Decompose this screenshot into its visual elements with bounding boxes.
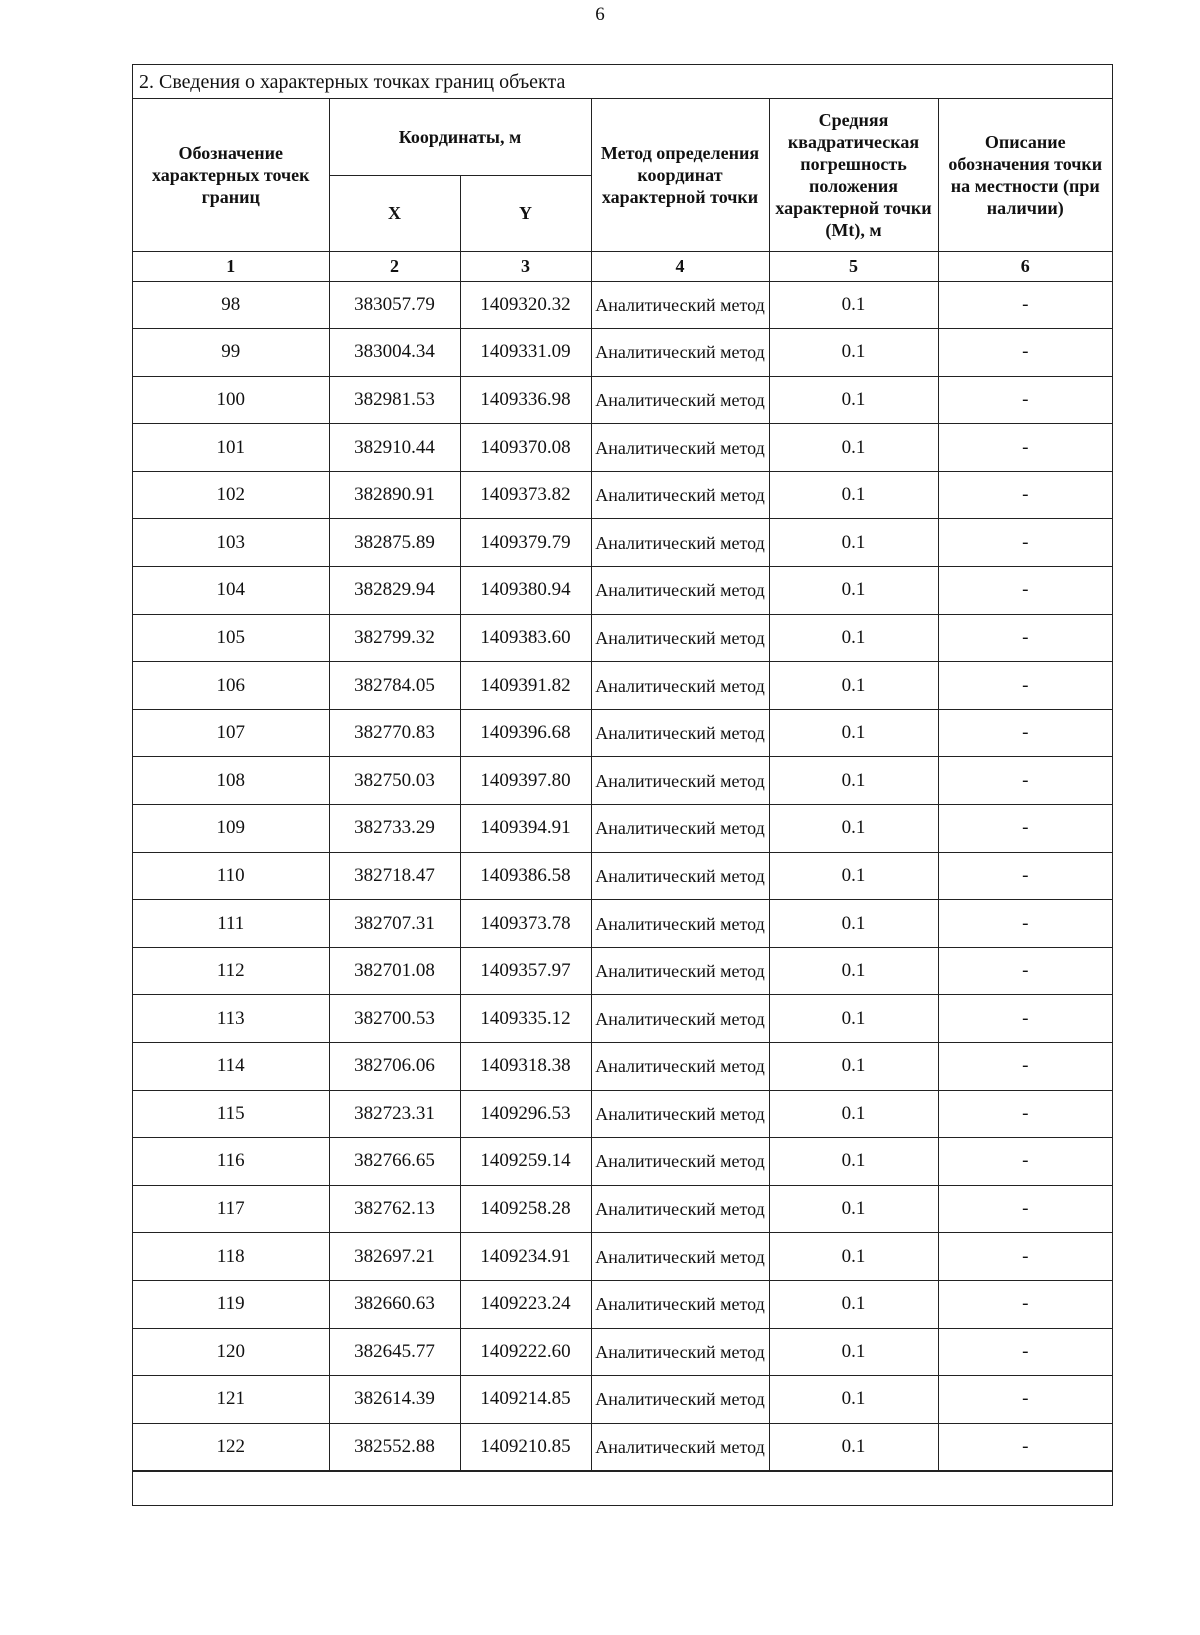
point-id-cell: 117 xyxy=(133,1185,329,1233)
mean-error-cell: 0.1 xyxy=(769,471,938,519)
column-number: 5 xyxy=(769,251,938,281)
y-coordinate-cell: 1409331.09 xyxy=(460,329,591,377)
method-cell: Аналитический метод xyxy=(591,614,769,662)
description-cell: - xyxy=(938,1423,1112,1471)
table-row xyxy=(133,709,1112,757)
description-cell: - xyxy=(938,1280,1112,1328)
description-cell: - xyxy=(938,1233,1112,1281)
method-cell: Аналитический метод xyxy=(591,281,769,329)
mean-error-cell: 0.1 xyxy=(769,1185,938,1233)
x-coordinate-cell: 383057.79 xyxy=(329,281,460,329)
x-coordinate-cell: 382701.08 xyxy=(329,947,460,995)
method-cell: Аналитический метод xyxy=(591,709,769,757)
description-cell: - xyxy=(938,614,1112,662)
x-coordinate-cell: 382660.63 xyxy=(329,1280,460,1328)
table-row xyxy=(133,471,1112,519)
mean-error-cell: 0.1 xyxy=(769,995,938,1043)
description-cell: - xyxy=(938,281,1112,329)
x-coordinate-cell: 382750.03 xyxy=(329,757,460,805)
point-id-cell: 100 xyxy=(133,376,329,424)
header-description: Описание обозначения точки на местности (при наличии) xyxy=(938,99,1112,251)
description-cell: - xyxy=(938,995,1112,1043)
mean-error-cell: 0.1 xyxy=(769,614,938,662)
method-cell: Аналитический метод xyxy=(591,519,769,567)
mean-error-cell: 0.1 xyxy=(769,1328,938,1376)
point-id-cell: 115 xyxy=(133,1090,329,1138)
point-id-cell: 109 xyxy=(133,805,329,853)
description-cell: - xyxy=(938,376,1112,424)
point-id-cell: 106 xyxy=(133,662,329,710)
point-id-cell: 105 xyxy=(133,614,329,662)
x-coordinate-cell: 382723.31 xyxy=(329,1090,460,1138)
x-coordinate-cell: 382645.77 xyxy=(329,1328,460,1376)
method-cell: Аналитический метод xyxy=(591,1280,769,1328)
point-id-cell: 101 xyxy=(133,424,329,472)
table-row xyxy=(133,1233,1112,1281)
table-row xyxy=(133,1185,1112,1233)
description-cell: - xyxy=(938,1043,1112,1091)
mean-error-cell: 0.1 xyxy=(769,947,938,995)
boundary-points-table xyxy=(133,99,1112,1471)
point-id-cell: 116 xyxy=(133,1138,329,1186)
x-coordinate-cell: 382733.29 xyxy=(329,805,460,853)
mean-error-cell: 0.1 xyxy=(769,900,938,948)
method-cell: Аналитический метод xyxy=(591,805,769,853)
mean-error-cell: 0.1 xyxy=(769,376,938,424)
y-coordinate-cell: 1409397.80 xyxy=(460,757,591,805)
point-id-cell: 120 xyxy=(133,1328,329,1376)
y-coordinate-cell: 1409394.91 xyxy=(460,805,591,853)
column-number: 2 xyxy=(329,251,460,281)
x-coordinate-cell: 383004.34 xyxy=(329,329,460,377)
description-cell: - xyxy=(938,424,1112,472)
method-cell: Аналитический метод xyxy=(591,995,769,1043)
method-cell: Аналитический метод xyxy=(591,1043,769,1091)
x-coordinate-cell: 382614.39 xyxy=(329,1376,460,1424)
y-coordinate-cell: 1409296.53 xyxy=(460,1090,591,1138)
y-coordinate-cell: 1409391.82 xyxy=(460,662,591,710)
description-cell: - xyxy=(938,1138,1112,1186)
y-coordinate-cell: 1409357.97 xyxy=(460,947,591,995)
method-cell: Аналитический метод xyxy=(591,567,769,615)
description-cell: - xyxy=(938,947,1112,995)
table-row xyxy=(133,1423,1112,1471)
mean-error-cell: 0.1 xyxy=(769,329,938,377)
column-number: 1 xyxy=(133,251,329,281)
y-coordinate-cell: 1409373.82 xyxy=(460,471,591,519)
point-id-cell: 108 xyxy=(133,757,329,805)
method-cell: Аналитический метод xyxy=(591,947,769,995)
x-coordinate-cell: 382718.47 xyxy=(329,852,460,900)
table-row xyxy=(133,805,1112,853)
x-coordinate-cell: 382875.89 xyxy=(329,519,460,567)
header-point-designation: Обозначение характерных точек границ xyxy=(133,99,329,251)
point-id-cell: 99 xyxy=(133,329,329,377)
table-row xyxy=(133,567,1112,615)
x-coordinate-cell: 382706.06 xyxy=(329,1043,460,1091)
column-number: 3 xyxy=(460,251,591,281)
description-cell: - xyxy=(938,567,1112,615)
x-coordinate-cell: 382700.53 xyxy=(329,995,460,1043)
method-cell: Аналитический метод xyxy=(591,1423,769,1471)
table-row xyxy=(133,947,1112,995)
y-coordinate-cell: 1409380.94 xyxy=(460,567,591,615)
empty-footer-row xyxy=(133,1471,1112,1505)
method-cell: Аналитический метод xyxy=(591,662,769,710)
mean-error-cell: 0.1 xyxy=(769,281,938,329)
mean-error-cell: 0.1 xyxy=(769,709,938,757)
method-cell: Аналитический метод xyxy=(591,1328,769,1376)
method-cell: Аналитический метод xyxy=(591,329,769,377)
method-cell: Аналитический метод xyxy=(591,900,769,948)
description-cell: - xyxy=(938,471,1112,519)
mean-error-cell: 0.1 xyxy=(769,567,938,615)
description-cell: - xyxy=(938,1185,1112,1233)
point-id-cell: 121 xyxy=(133,1376,329,1424)
mean-error-cell: 0.1 xyxy=(769,1423,938,1471)
y-coordinate-cell: 1409370.08 xyxy=(460,424,591,472)
header-x: X xyxy=(329,175,460,251)
table-row xyxy=(133,329,1112,377)
mean-error-cell: 0.1 xyxy=(769,852,938,900)
table-row xyxy=(133,757,1112,805)
description-cell: - xyxy=(938,805,1112,853)
x-coordinate-cell: 382707.31 xyxy=(329,900,460,948)
header-mean-error: Средняя квадратическая погрешность положения характерной точки (Mt), м xyxy=(769,99,938,251)
y-coordinate-cell: 1409222.60 xyxy=(460,1328,591,1376)
mean-error-cell: 0.1 xyxy=(769,662,938,710)
y-coordinate-cell: 1409379.79 xyxy=(460,519,591,567)
description-cell: - xyxy=(938,662,1112,710)
x-coordinate-cell: 382829.94 xyxy=(329,567,460,615)
mean-error-cell: 0.1 xyxy=(769,1233,938,1281)
y-coordinate-cell: 1409396.68 xyxy=(460,709,591,757)
table-row xyxy=(133,424,1112,472)
point-id-cell: 114 xyxy=(133,1043,329,1091)
x-coordinate-cell: 382799.32 xyxy=(329,614,460,662)
description-cell: - xyxy=(938,1328,1112,1376)
method-cell: Аналитический метод xyxy=(591,852,769,900)
mean-error-cell: 0.1 xyxy=(769,1376,938,1424)
point-id-cell: 103 xyxy=(133,519,329,567)
table-row xyxy=(133,376,1112,424)
mean-error-cell: 0.1 xyxy=(769,1090,938,1138)
method-cell: Аналитический метод xyxy=(591,1138,769,1186)
x-coordinate-cell: 382552.88 xyxy=(329,1423,460,1471)
y-coordinate-cell: 1409318.38 xyxy=(460,1043,591,1091)
description-cell: - xyxy=(938,852,1112,900)
table-row xyxy=(133,662,1112,710)
description-cell: - xyxy=(938,329,1112,377)
y-coordinate-cell: 1409383.60 xyxy=(460,614,591,662)
point-id-cell: 118 xyxy=(133,1233,329,1281)
mean-error-cell: 0.1 xyxy=(769,757,938,805)
table-row xyxy=(133,1043,1112,1091)
point-id-cell: 122 xyxy=(133,1423,329,1471)
point-id-cell: 119 xyxy=(133,1280,329,1328)
table-row xyxy=(133,900,1112,948)
column-number: 4 xyxy=(591,251,769,281)
method-cell: Аналитический метод xyxy=(591,757,769,805)
y-coordinate-cell: 1409373.78 xyxy=(460,900,591,948)
table-row xyxy=(133,1280,1112,1328)
table-row xyxy=(133,281,1112,329)
method-cell: Аналитический метод xyxy=(591,471,769,519)
table-row xyxy=(133,1090,1112,1138)
y-coordinate-cell: 1409335.12 xyxy=(460,995,591,1043)
y-coordinate-cell: 1409320.32 xyxy=(460,281,591,329)
point-id-cell: 113 xyxy=(133,995,329,1043)
x-coordinate-cell: 382770.83 xyxy=(329,709,460,757)
column-numbers-row xyxy=(133,251,1112,281)
points-table-frame xyxy=(132,64,1113,1506)
y-coordinate-cell: 1409259.14 xyxy=(460,1138,591,1186)
table-row xyxy=(133,1138,1112,1186)
y-coordinate-cell: 1409210.85 xyxy=(460,1423,591,1471)
mean-error-cell: 0.1 xyxy=(769,424,938,472)
x-coordinate-cell: 382890.91 xyxy=(329,471,460,519)
header-coordinates: Координаты, м xyxy=(329,99,591,175)
table-body xyxy=(133,281,1112,1471)
y-coordinate-cell: 1409336.98 xyxy=(460,376,591,424)
section-title: 2. Сведения о характерных точках границ объекта xyxy=(133,65,1112,99)
x-coordinate-cell: 382910.44 xyxy=(329,424,460,472)
table-row xyxy=(133,519,1112,567)
description-cell: - xyxy=(938,900,1112,948)
table-row xyxy=(133,614,1112,662)
point-id-cell: 102 xyxy=(133,471,329,519)
point-id-cell: 104 xyxy=(133,567,329,615)
table-row xyxy=(133,1328,1112,1376)
header-method: Метод определения координат характерной точки xyxy=(591,99,769,251)
method-cell: Аналитический метод xyxy=(591,1185,769,1233)
point-id-cell: 110 xyxy=(133,852,329,900)
point-id-cell: 107 xyxy=(133,709,329,757)
x-coordinate-cell: 382784.05 xyxy=(329,662,460,710)
method-cell: Аналитический метод xyxy=(591,1090,769,1138)
y-coordinate-cell: 1409214.85 xyxy=(460,1376,591,1424)
mean-error-cell: 0.1 xyxy=(769,1138,938,1186)
y-coordinate-cell: 1409386.58 xyxy=(460,852,591,900)
x-coordinate-cell: 382766.65 xyxy=(329,1138,460,1186)
description-cell: - xyxy=(938,757,1112,805)
y-coordinate-cell: 1409234.91 xyxy=(460,1233,591,1281)
column-number: 6 xyxy=(938,251,1112,281)
point-id-cell: 98 xyxy=(133,281,329,329)
x-coordinate-cell: 382762.13 xyxy=(329,1185,460,1233)
description-cell: - xyxy=(938,1090,1112,1138)
mean-error-cell: 0.1 xyxy=(769,1280,938,1328)
mean-error-cell: 0.1 xyxy=(769,805,938,853)
x-coordinate-cell: 382697.21 xyxy=(329,1233,460,1281)
page-number: 6 xyxy=(595,4,605,25)
mean-error-cell: 0.1 xyxy=(769,519,938,567)
table-row xyxy=(133,852,1112,900)
table-row xyxy=(133,995,1112,1043)
point-id-cell: 111 xyxy=(133,900,329,948)
method-cell: Аналитический метод xyxy=(591,424,769,472)
y-coordinate-cell: 1409223.24 xyxy=(460,1280,591,1328)
description-cell: - xyxy=(938,519,1112,567)
x-coordinate-cell: 382981.53 xyxy=(329,376,460,424)
method-cell: Аналитический метод xyxy=(591,1233,769,1281)
y-coordinate-cell: 1409258.28 xyxy=(460,1185,591,1233)
method-cell: Аналитический метод xyxy=(591,376,769,424)
table-row xyxy=(133,1376,1112,1424)
header-y: Y xyxy=(460,175,591,251)
method-cell: Аналитический метод xyxy=(591,1376,769,1424)
description-cell: - xyxy=(938,1376,1112,1424)
description-cell: - xyxy=(938,709,1112,757)
point-id-cell: 112 xyxy=(133,947,329,995)
mean-error-cell: 0.1 xyxy=(769,1043,938,1091)
